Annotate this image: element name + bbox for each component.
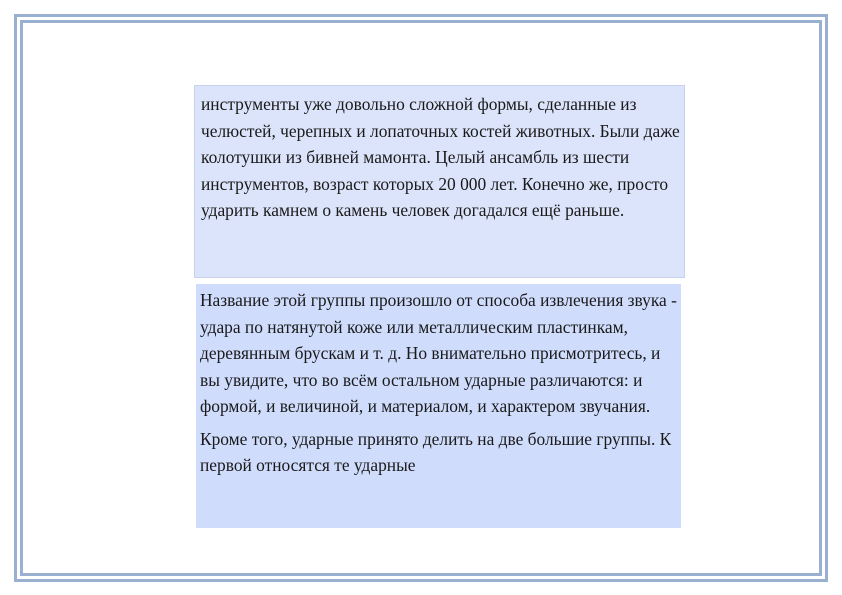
paragraph: инструменты уже довольно сложной формы, сделанные из челюстей, черепных и лопаточных костей животных. Были даже колотушки из бивней мамонта. Целый ансамбль из шести инструментов, возраст которых 20 000 лет. Конечно же, просто ударить камнем о камень человек догадался ещё раньше.	[201, 94, 680, 220]
paragraph: Название этой группы произошло от способа извлечения звука - удара по натянутой коже или металлическим пластинкам, деревянным брускам и т. д. Но внимательно присмотритесь, и вы увидите, что во всём остальном ударные различаются: и формой, и величиной, и материалом, и характером звучания.	[200, 290, 677, 416]
text-box-top	[194, 85, 685, 278]
text-box-bottom	[196, 284, 681, 528]
paragraph: Кроме того, ударные принято делить на две большие группы. К первой относятся те ударные	[200, 428, 672, 475]
